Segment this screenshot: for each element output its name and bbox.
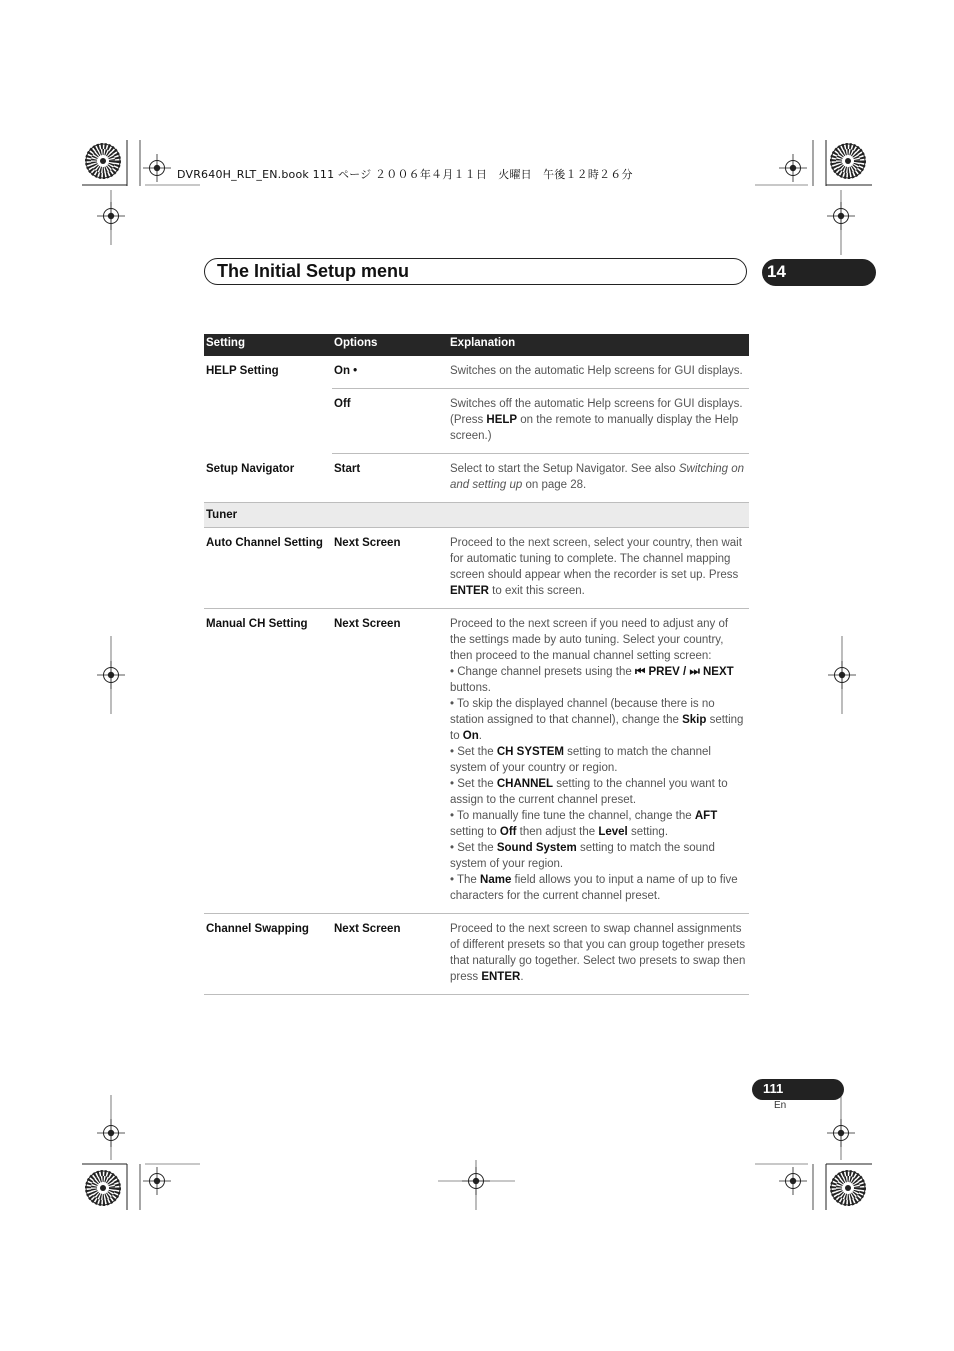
registration-target-icon: [779, 154, 807, 182]
bullet-item: • Change channel presets using the ⏮ PREV / ⏭ NEXT buttons.: [450, 666, 734, 694]
column-header-explanation: Explanation: [448, 334, 749, 356]
registration-star-icon: [831, 1171, 865, 1205]
bullet-item: • Set the CHANNEL setting to the channel you want to assign to the current channel preset.: [450, 778, 728, 806]
setting-name: Setup Navigator: [204, 454, 332, 503]
option-value: Next Screen: [332, 914, 448, 995]
prev-button-label: ⏮ PREV: [634, 666, 680, 678]
setting-name: HELP Setting: [206, 365, 279, 377]
explanation: Switches on the automatic Help screens for GUI displays.: [448, 356, 749, 389]
table-row: [204, 609, 749, 914]
print-file-header: DVR640H_RLT_EN.book 111 ページ ２００６年４月１１日 火曜日 午後１２時２６分: [177, 168, 633, 181]
registration-target-icon: [143, 1167, 171, 1195]
explanation: Switches off the automatic Help screens for GUI displays. (Press HELP on the remote to manually display the Help screen.): [448, 389, 749, 454]
chapter-number: 14: [767, 262, 786, 281]
option-value: Next Screen: [332, 528, 448, 609]
bullet-item: • To skip the displayed channel (because there is no station assigned to that channel), change the Skip setting to On.: [450, 698, 744, 742]
option-value: Off: [332, 389, 448, 454]
column-header-setting: Setting: [204, 334, 332, 356]
registration-star-icon: [86, 144, 120, 178]
registration-target-icon: [779, 1167, 807, 1195]
next-button-label: ⏭ NEXT: [689, 666, 734, 678]
bullet-item: • The Name field allows you to input a name of up to five characters for the current channel preset.: [450, 874, 738, 902]
setting-name: Manual CH Setting: [204, 609, 332, 914]
bullet-item: • Set the Sound System setting to match the sound system of your region.: [450, 842, 715, 870]
button-name: ENTER: [450, 585, 489, 597]
page-number: 111: [763, 1081, 784, 1096]
registration-star-icon: [831, 144, 865, 178]
table-row: [204, 528, 749, 609]
bullet-item: • To manually fine tune the channel, change the AFT setting to Off then adjust the Level setting.: [450, 810, 718, 838]
option-value: On •: [332, 356, 448, 389]
option-value: Next Screen: [332, 609, 448, 914]
setting-name: Channel Swapping: [204, 914, 332, 995]
setup-settings-table: [204, 334, 749, 995]
button-name: HELP: [486, 414, 518, 426]
table-row: [204, 454, 749, 503]
option-value: Start: [332, 454, 448, 503]
chapter-badge: [762, 259, 876, 286]
section-title: The Initial Setup menu: [217, 261, 410, 281]
registration-target-icon: [143, 154, 171, 182]
explanation: Proceed to the next screen to swap channel assignments of different presets so that you can group together presets that naturally go together. Select two presets to swap then press ENTER.: [448, 914, 749, 995]
registration-star-icon: [86, 1171, 120, 1205]
button-name: ENTER: [481, 971, 521, 983]
setting-name: Auto Channel Setting: [204, 528, 332, 609]
cross-reference: Switching on and setting up: [450, 463, 745, 491]
bullet-item: • Set the CH SYSTEM setting to match the channel system of your country or region.: [450, 746, 711, 774]
section-row-tuner: [204, 503, 749, 528]
explanation: Proceed to the next screen, select your country, then wait for automatic tuning to complete. The channel mapping screen should appear when the recorder is set up. Press ENTER to exit this screen.: [448, 528, 749, 609]
page-language: En: [774, 1100, 787, 1111]
explanation: Proceed to the next screen if you need to adjust any of the settings made by auto tuning. Select your country, then proceed to the manual channel setting screen: • Change channel presets using the ⏮ PREV / ⏭ NEXT buttons. • To skip the displayed channel (because there is no station assigned to that channel), change the Skip setting to On. • Set the CH SYSTEM setting to match the channel system of your country or region. • Set the CHANNEL setting to the channel you want to assign to the current channel preset. • To manually fine tune the channel, change the AFT setting to Off then adjust the Level setting. • Set the Sound System setting to match the sound system of your region. • The Name field allows you to input a name of up to five characters for the current channel preset.: [448, 609, 749, 914]
table-header-row: [204, 334, 749, 356]
section-title-bar: [204, 258, 747, 285]
section-label: Tuner: [204, 503, 749, 528]
explanation: Select to start the Setup Navigator. See also Switching on and setting up on page 28.: [448, 454, 749, 503]
page-number-badge: [752, 1079, 844, 1100]
table-row: [204, 356, 749, 389]
column-header-options: Options: [332, 334, 448, 356]
table-row: [204, 914, 749, 995]
